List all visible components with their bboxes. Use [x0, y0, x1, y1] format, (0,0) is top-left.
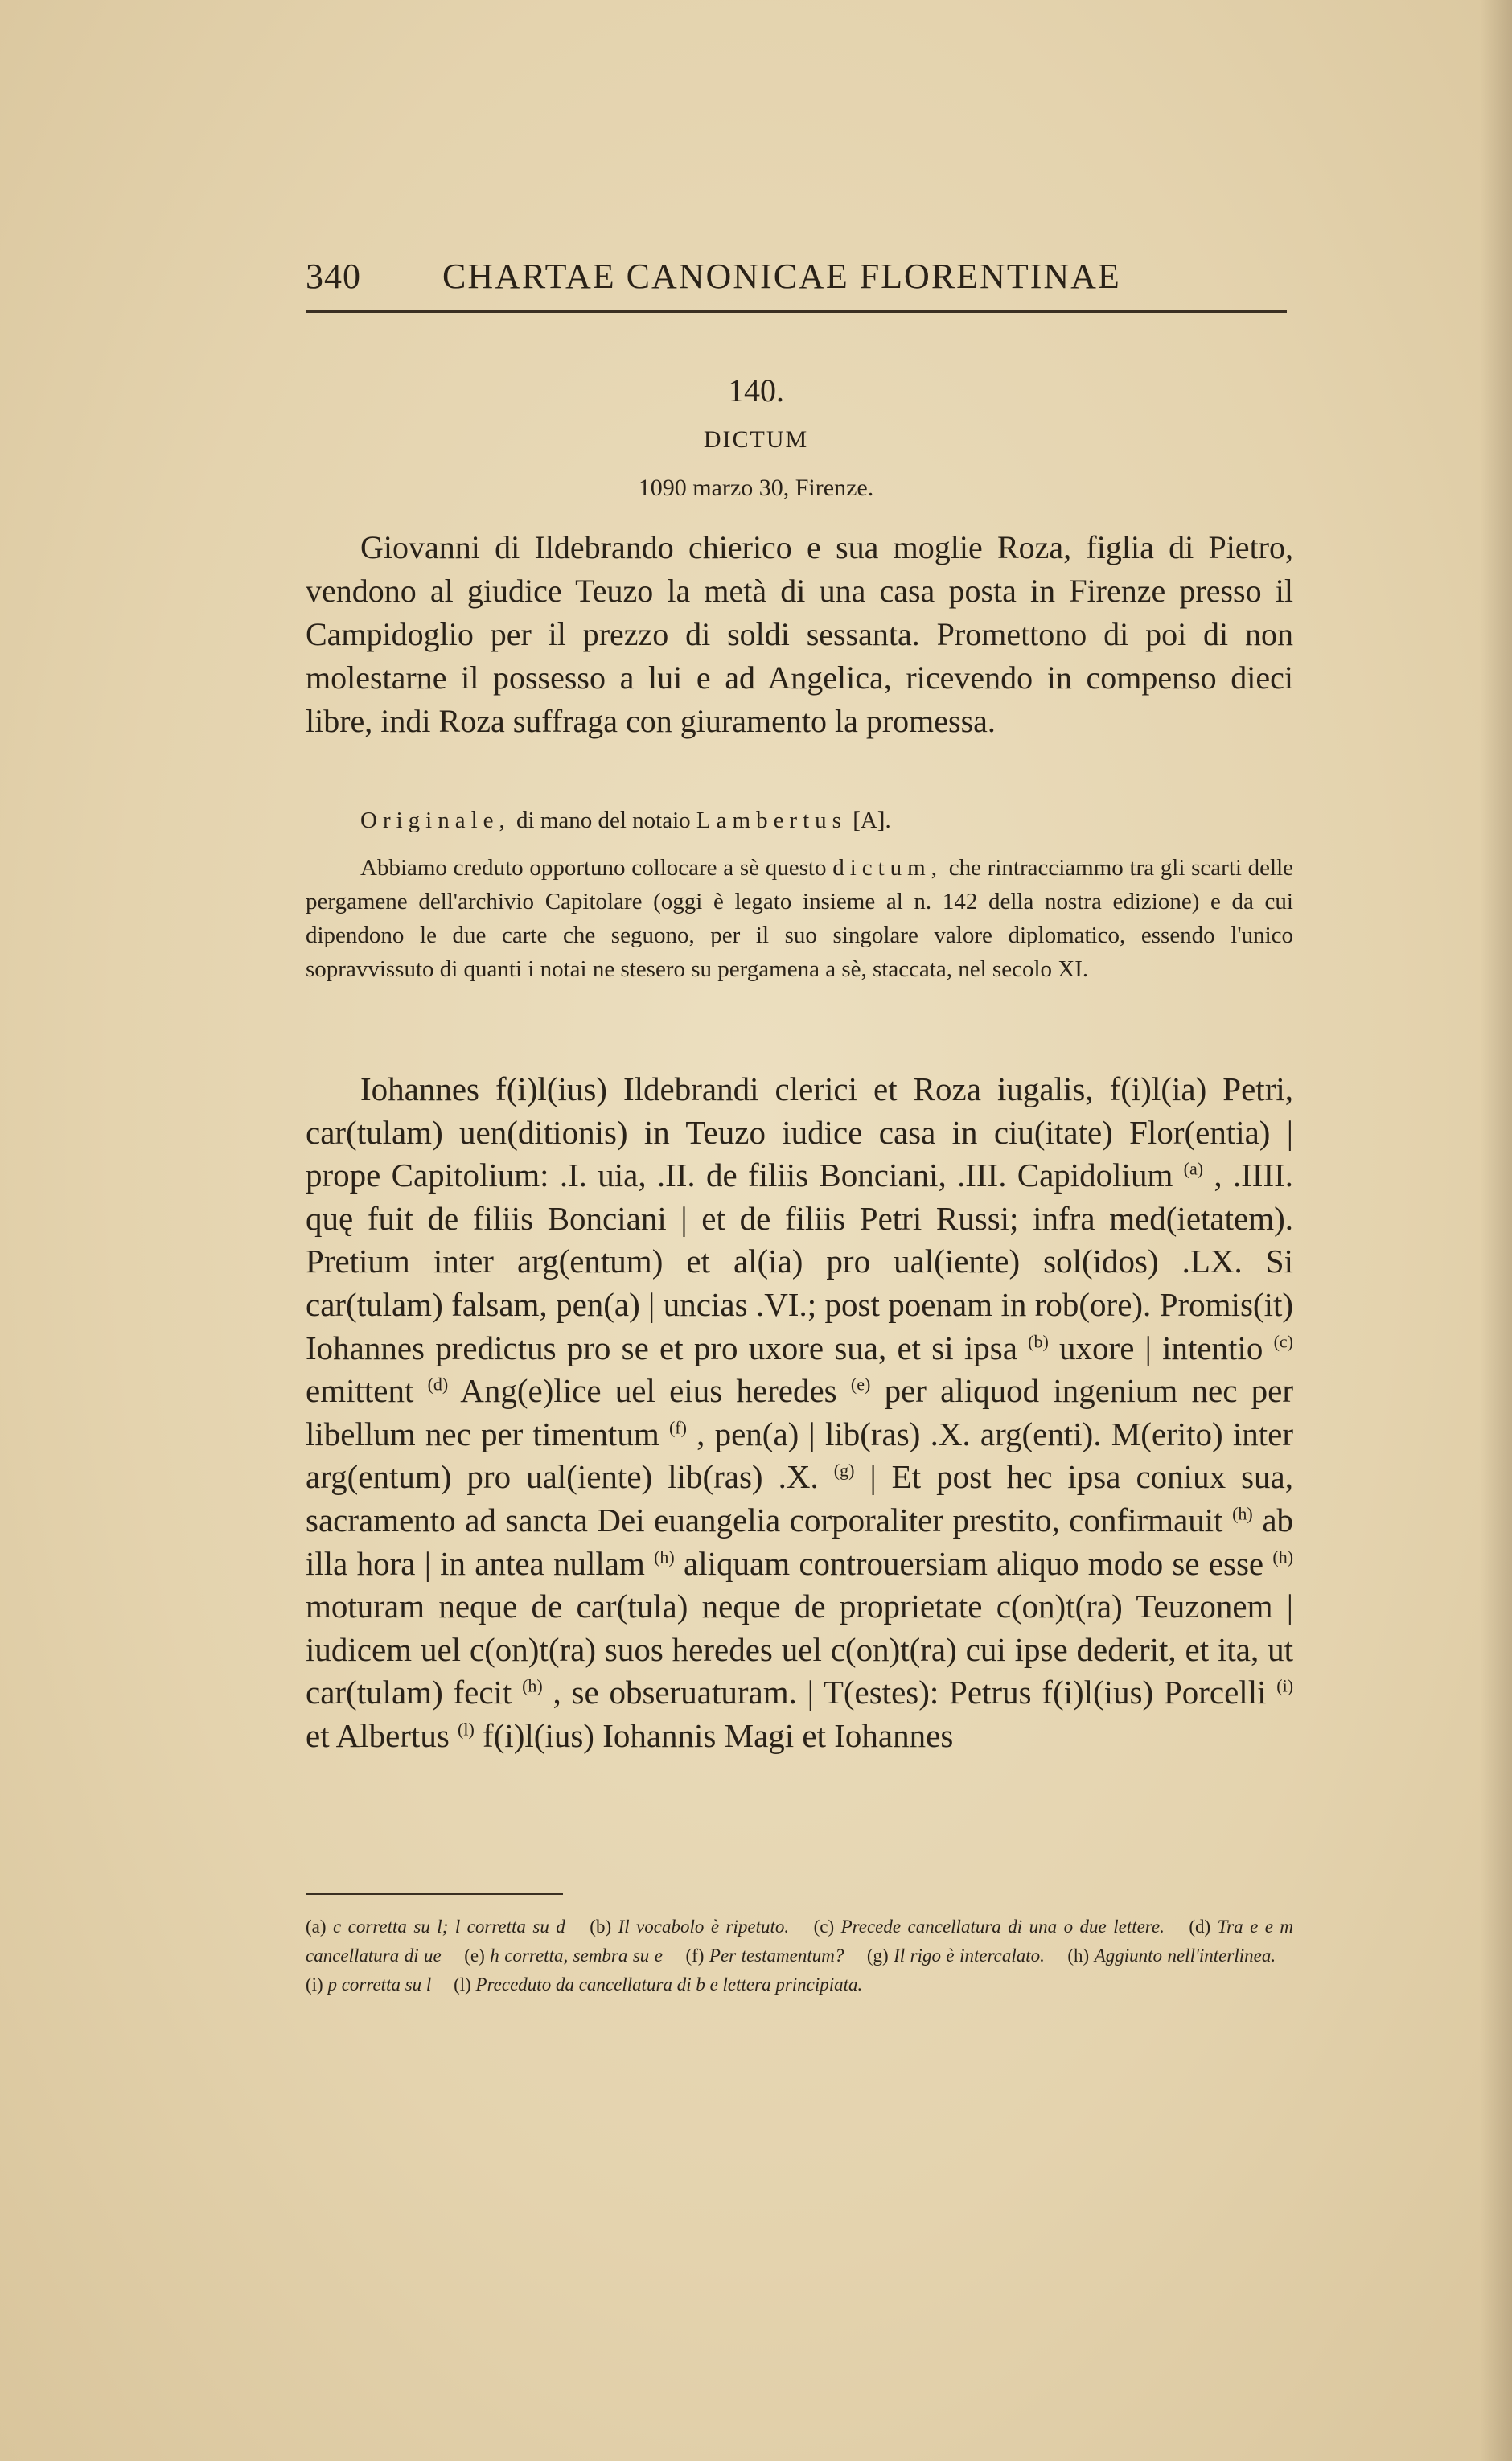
footnote-text: Preceduto da cancellatura di b e lettera principiata.	[475, 1974, 863, 1995]
footnote-mark: (f)	[685, 1945, 705, 1966]
footnote-ref: (d)	[427, 1374, 449, 1395]
footnote-mark: (c)	[813, 1917, 835, 1937]
running-title: CHARTAE CANONICAE FLORENTINAE	[442, 257, 1121, 296]
footnote-text: c corretta su l; l corretta su d	[333, 1917, 565, 1937]
notary-name: Lambertus	[696, 807, 847, 833]
header-rule	[306, 310, 1287, 313]
footnote-ref: (l)	[458, 1719, 475, 1740]
footnote-text: Il rigo è intercalato.	[894, 1945, 1045, 1966]
footnote-rule	[306, 1893, 563, 1895]
edition-segment: Iohannes f(i)l(ius) Ildebrandi clerici et Roza iugalis, f(i)l(ia) Petri, car(tulam) uen(ditionis) in Teuzo iudice casa in ciu(itate) Flor(entia) | prope Capitolium: .I. uia, .II. de filiis Bonciani, .III. Capidolium	[306, 1070, 1293, 1194]
footnote-text: Aggiunto nell'interlinea.	[1094, 1945, 1276, 1966]
footnote-item	[306, 1917, 565, 1937]
footnote-ref: (f)	[668, 1417, 687, 1438]
footnote-item	[1067, 1945, 1276, 1966]
page-number: 340	[306, 257, 361, 296]
note-after: che rintracciammo tra gli scarti delle pergamene dell'archivio Capitolare (oggi è legato insieme al n. 142 della nostra edizione) e da cui dipendono le due carte che seguono, per il suo singolare valore diplomatico, essendo l'unico sopravvissuto di quanti i notai ne stesero su pergamena a sè, staccata, nel secolo XI.	[306, 855, 1294, 982]
document-kind: DICTUM	[703, 426, 809, 453]
footnote-ref: (g)	[833, 1460, 855, 1481]
page-edge-shadow	[1480, 0, 1512, 2461]
edition-segment: aliquam controuersiam aliquo modo se esse	[684, 1544, 1264, 1582]
footnote-mark: (d)	[1189, 1917, 1211, 1937]
footnote-ref: (e)	[850, 1374, 871, 1395]
footnote-text: Per testamentum?	[709, 1945, 844, 1966]
footnote-text: Precede cancellatura di una o due lettere.	[840, 1917, 1165, 1937]
footnote-ref: (h)	[654, 1546, 675, 1567]
source-label: Originale,	[360, 807, 511, 833]
footnote-mark: (a)	[306, 1917, 327, 1937]
footnote-ref: (a)	[1183, 1158, 1204, 1179]
edition-segment: emittent	[306, 1372, 414, 1410]
edition-segment: Ang(e)lice uel eius heredes	[460, 1372, 837, 1410]
edition-segment: uxore | intentio	[1059, 1329, 1263, 1366]
footnote-ref: (b)	[1028, 1330, 1049, 1351]
source-middle: di mano del notaio	[516, 807, 691, 833]
footnote-item	[814, 1917, 1165, 1937]
footnote-text: Il vocabolo è ripetuto.	[618, 1917, 790, 1937]
edition-segment: et Albertus	[306, 1716, 450, 1754]
edition-segment: , pen(a) | lib(ras) .X. arg(enti). M(erito) inter arg(entum) pro ual(iente) lib(ras) .X.	[306, 1415, 1294, 1496]
critical-apparatus	[306, 1913, 1293, 1999]
note-before: Abbiamo creduto opportuno collocare a sè questo	[360, 855, 827, 881]
edition-segment: , .IIII. quę fuit de filiis Bonciani | et de filiis Petri Russi; infra med(ietatem). Pretium inter arg(entum) et al(ia) pro ual(iente) sol(idos) .LX. Si car(tulam) falsam, pen(a) | uncias .VI.; post poenam in rob(ore). Promis(it) Iohannes predictus pro se et pro uxore sua, et si ipsa	[306, 1157, 1294, 1366]
source-sigla: [A].	[853, 807, 891, 833]
footnote-mark: (i)	[306, 1974, 323, 1995]
edition-segment: moturam neque de car(tula) neque de proprietate c(on)t(ra) Teuzonem | iudicem uel c(on)t(ra) suos heredes uel c(on)t(ra) cui ipse dederit, et ita, ut car(tulam) fecit	[306, 1588, 1293, 1711]
footnote-item	[454, 1974, 862, 1995]
footnote-item	[306, 1974, 431, 1995]
source-description	[306, 804, 1293, 836]
charter-edition-text	[306, 1068, 1293, 1758]
footnote-text: h corretta, sembra su e	[490, 1945, 663, 1966]
footnote-item	[464, 1945, 663, 1966]
footnote-mark: (g)	[866, 1945, 889, 1966]
edition-segment: per aliquod ingenium nec per libellum nec per timentum	[306, 1372, 1293, 1452]
footnote-mark: (l)	[454, 1974, 471, 1995]
footnote-mark: (b)	[590, 1917, 612, 1937]
footnote-ref: (h)	[522, 1675, 543, 1696]
document-number: 140.	[728, 372, 784, 409]
footnote-text: p corretta su l	[327, 1974, 432, 1995]
edition-segment: , se obseruaturam. | T(estes): Petrus f(i)l(ius) Porcelli	[553, 1674, 1267, 1711]
regest-summary: Giovanni di Ildebrando chierico e sua moglie Roza, figlia di Pietro, vendono al giudice Teuzo la metà di una casa posta in Firenze presso il Campidoglio per il prezzo di soldi sessanta. Promettono di poi di non molestarne il possesso a lui e ad Angelica, ricevendo in compenso dieci libre, indi Roza suffraga con giuramento la promessa.	[306, 529, 1293, 739]
edition-segment: f(i)l(ius) Iohannis Magi et Iohannes	[483, 1716, 954, 1754]
footnote-ref: (i)	[1276, 1675, 1294, 1696]
footnote-ref: (h)	[1232, 1503, 1253, 1524]
footnote-item	[867, 1945, 1045, 1966]
edition-segment: | Et post hec ipsa coniux sua, sacramento ad sancta Dei euangelia corporaliter prestito, confirmauit	[306, 1458, 1293, 1539]
footnote-ref: (c)	[1273, 1330, 1293, 1351]
edition-segment: ab illa hora | in antea nullam	[306, 1501, 1294, 1582]
footnote-mark: (e)	[464, 1945, 485, 1966]
document-date-place: 1090 marzo 30, Firenze.	[638, 475, 874, 501]
editorial-note	[306, 851, 1293, 986]
running-header	[306, 256, 1287, 304]
footnote-item	[590, 1917, 789, 1937]
footnote-mark: (h)	[1067, 1945, 1090, 1966]
note-term: dictum,	[832, 855, 943, 881]
footnote-text: Tra e e m cancellatura di ue	[306, 1917, 1294, 1966]
footnote-ref: (h)	[1272, 1546, 1294, 1567]
footnote-item	[685, 1945, 844, 1966]
